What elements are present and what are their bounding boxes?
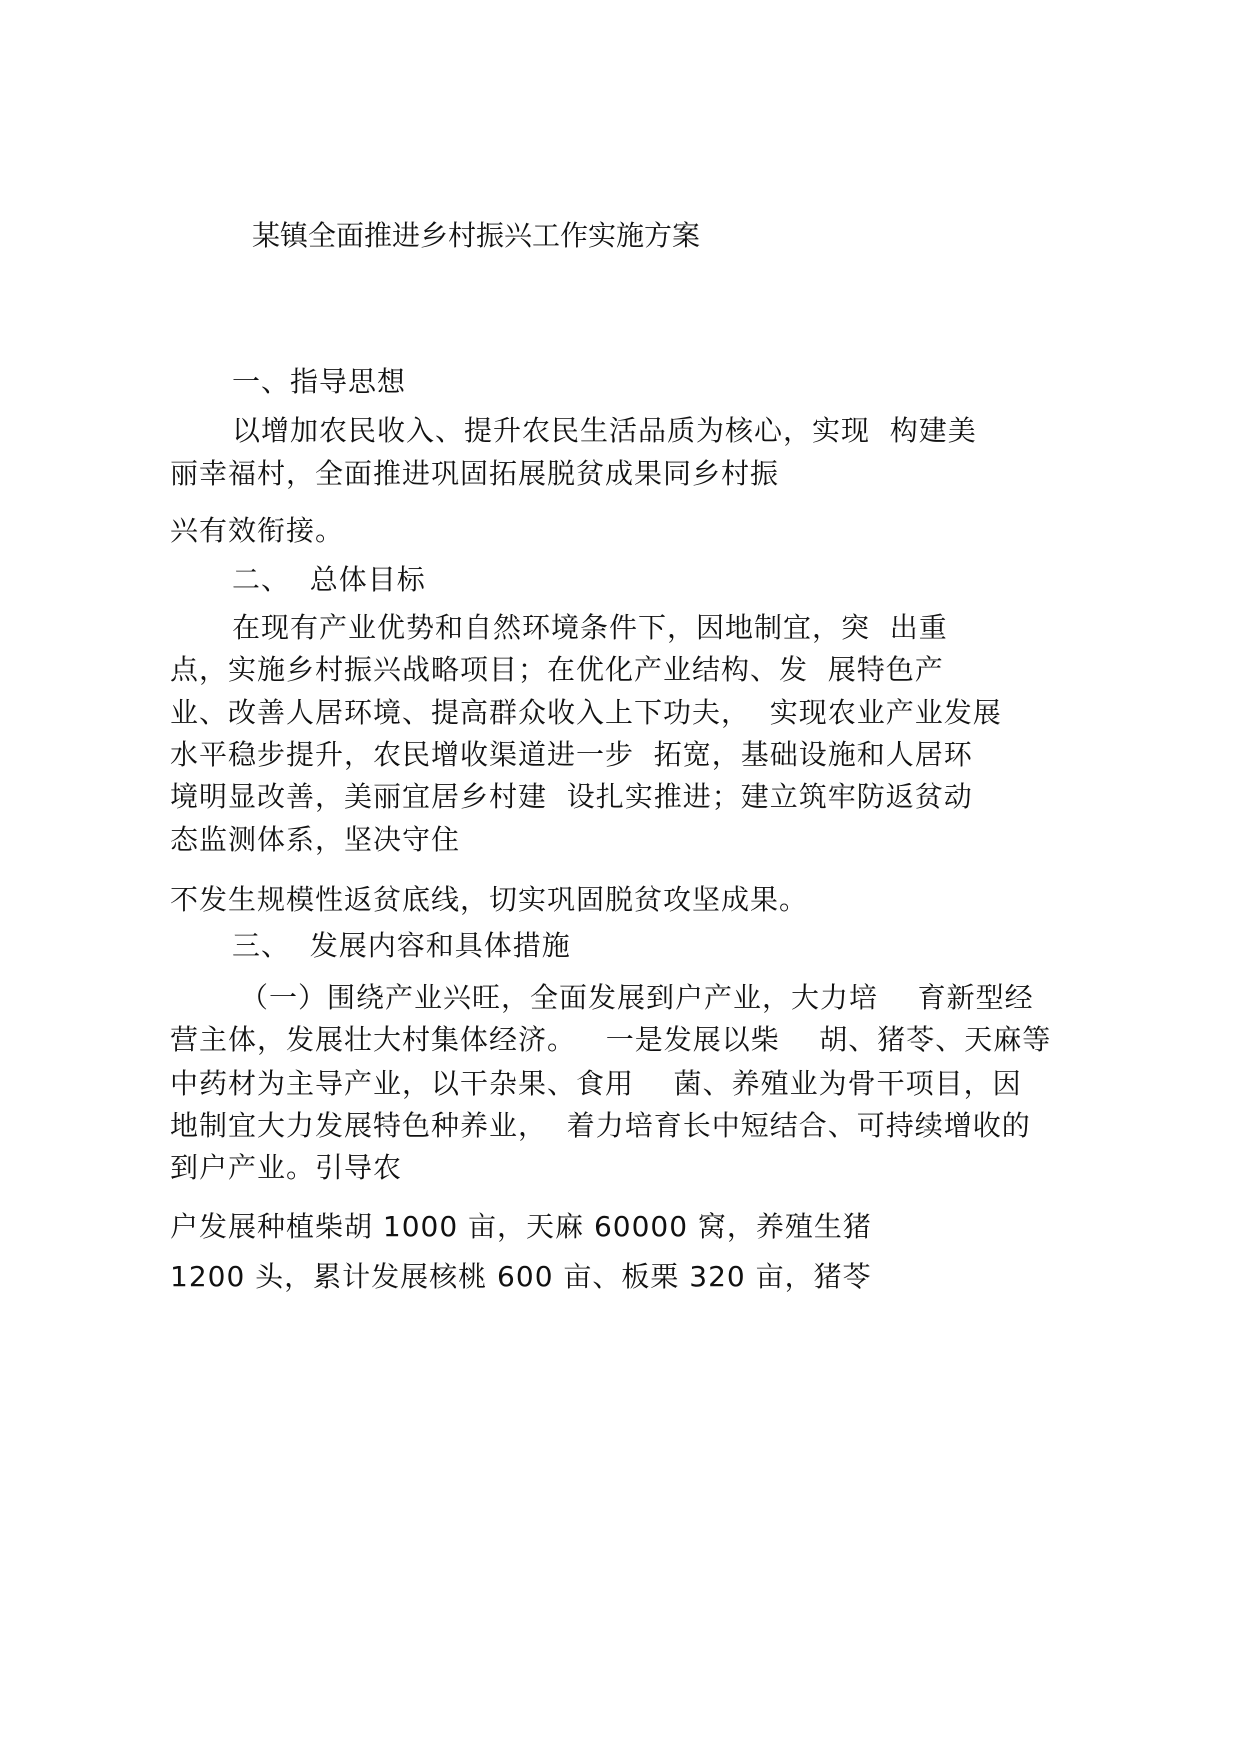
paragraph-line: 在现有产业优势和自然环境条件下，因地制宜，突 出重 <box>232 611 948 644</box>
paragraph-line: 不发生规模性返贫底线，切实巩固脱贫攻坚成果。 <box>170 883 809 916</box>
paragraph-line: 以增加农民收入、提升农民生活品质为核心，实现 构建美 <box>232 414 977 447</box>
paragraph-line: （一）围绕产业兴旺，全面发展到户产业，大力培 育新型经 <box>240 981 1034 1014</box>
paragraph-line: 境明显改善，美丽宜居乡村建 设扎实推进；建立筑牢防返贫动 <box>170 780 973 813</box>
paragraph-line: 兴有效衔接。 <box>170 514 345 547</box>
paragraph-line: 点，实施乡村振兴战略项目；在优化产业结构、发 展特色产 <box>170 653 944 686</box>
paragraph-line: 业、改善人居环境、提高群众收入上下功夫， 实现农业产业发展 <box>170 696 1002 729</box>
section-heading-2: 二、 总体目标 <box>232 563 426 596</box>
paragraph-line: 户发展种植柴胡 1000 亩，天麻 60000 窝，养殖生猪 <box>170 1210 872 1243</box>
section-heading-1: 一、指导思想 <box>232 365 407 398</box>
section-heading-3: 三、 发展内容和具体措施 <box>232 929 571 962</box>
paragraph-line: 营主体，发展壮大村集体经济。 一是发展以柴 胡、猪苓、天麻等 <box>170 1023 1052 1056</box>
document-title: 某镇全面推进乡村振兴工作实施方案 <box>252 219 701 252</box>
paragraph-line: 水平稳步提升，农民增收渠道进一步 拓宽，基础设施和人居环 <box>170 738 973 771</box>
paragraph-line: 态监测体系，坚决守住 <box>170 823 461 856</box>
paragraph-line: 到户产业。引导农 <box>170 1151 403 1184</box>
paragraph-line: 丽幸福村，全面推进巩固拓展脱贫成果同乡村振 <box>170 457 780 490</box>
paragraph-line: 1200 头，累计发展核桃 600 亩、板栗 320 亩，猪苓 <box>170 1260 872 1293</box>
paragraph-line: 地制宜大力发展特色种养业， 着力培育长中短结合、可持续增收的 <box>170 1109 1031 1142</box>
paragraph-line: 中药材为主导产业，以干杂果、食用 菌、养殖业为骨干项目，因 <box>170 1067 1022 1100</box>
